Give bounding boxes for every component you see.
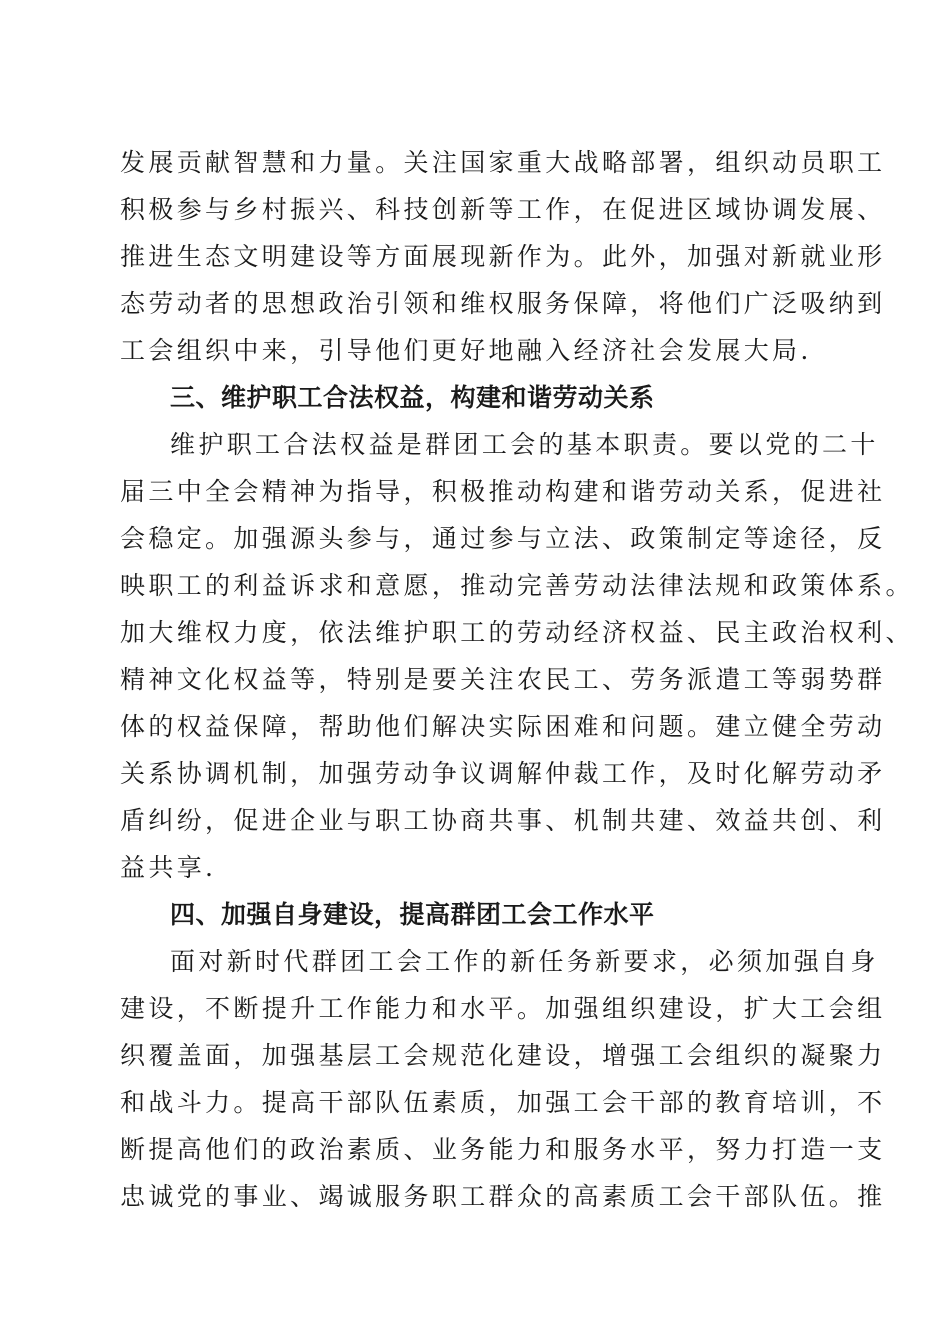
section-3-line-7: 体的权益保障，帮助他们解决实际困难和问题。建立健全劳动 <box>120 712 886 741</box>
section-4-line-2: 建设，不断提升工作能力和水平。加强组织建设，扩大工会组 <box>120 994 886 1023</box>
intro-line-3: 推进生态文明建设等方面展现新作为。此外，加强对新就业形 <box>120 242 886 271</box>
section-3-line-4: 映职工的利益诉求和意愿，推动完善劳动法律法规和政策体系。 <box>120 571 914 600</box>
section-4-line-4: 和战斗力。提高干部队伍素质，加强工会干部的教育培训，不 <box>120 1088 886 1117</box>
intro-line-5: 工会组织中来，引导他们更好地融入经济社会发展大局. <box>120 336 812 365</box>
section-3-heading: 三、维护职工合法权益，构建和谐劳动关系 <box>170 383 655 412</box>
section-3-line-6: 精神文化权益等，特别是要关注农民工、劳务派遣工等弱势群 <box>120 665 886 694</box>
intro-line-2: 积极参与乡村振兴、科技创新等工作，在促进区域协调发展、 <box>120 195 886 224</box>
section-4-line-3: 织覆盖面，加强基层工会规范化建设，增强工会组织的凝聚力 <box>120 1041 886 1070</box>
section-4-line-6: 忠诚党的事业、竭诚服务职工群众的高素质工会干部队伍。推 <box>120 1182 886 1211</box>
section-3-line-9: 盾纠纷，促进企业与职工协商共事、机制共建、效益共创、利 <box>120 806 886 835</box>
section-3-line-8: 关系协调机制，加强劳动争议调解仲裁工作，及时化解劳动矛 <box>120 759 886 788</box>
section-3-line-3: 会稳定。加强源头参与，通过参与立法、政策制定等途径，反 <box>120 524 886 553</box>
intro-line-1: 发展贡献智慧和力量。关注国家重大战略部署，组织动员职工 <box>120 148 886 177</box>
intro-line-4: 态劳动者的思想政治引领和维权服务保障，将他们广泛吸纳到 <box>120 289 886 318</box>
section-4-line-1: 面对新时代群团工会工作的新任务新要求，必须加强自身 <box>170 947 879 976</box>
section-3-line-5: 加大维权力度，依法维护职工的劳动经济权益、民主政治权利、 <box>120 618 914 647</box>
section-3-line-2: 届三中全会精神为指导，积极推动构建和谐劳动关系，促进社 <box>120 477 886 506</box>
section-4-line-5: 断提高他们的政治素质、业务能力和服务水平，努力打造一支 <box>120 1135 886 1164</box>
section-4-heading: 四、加强自身建设，提高群团工会工作水平 <box>170 900 655 929</box>
section-3-line-10: 益共享. <box>120 853 217 882</box>
section-3-line-1: 维护职工合法权益是群团工会的基本职责。要以党的二十 <box>170 430 879 459</box>
